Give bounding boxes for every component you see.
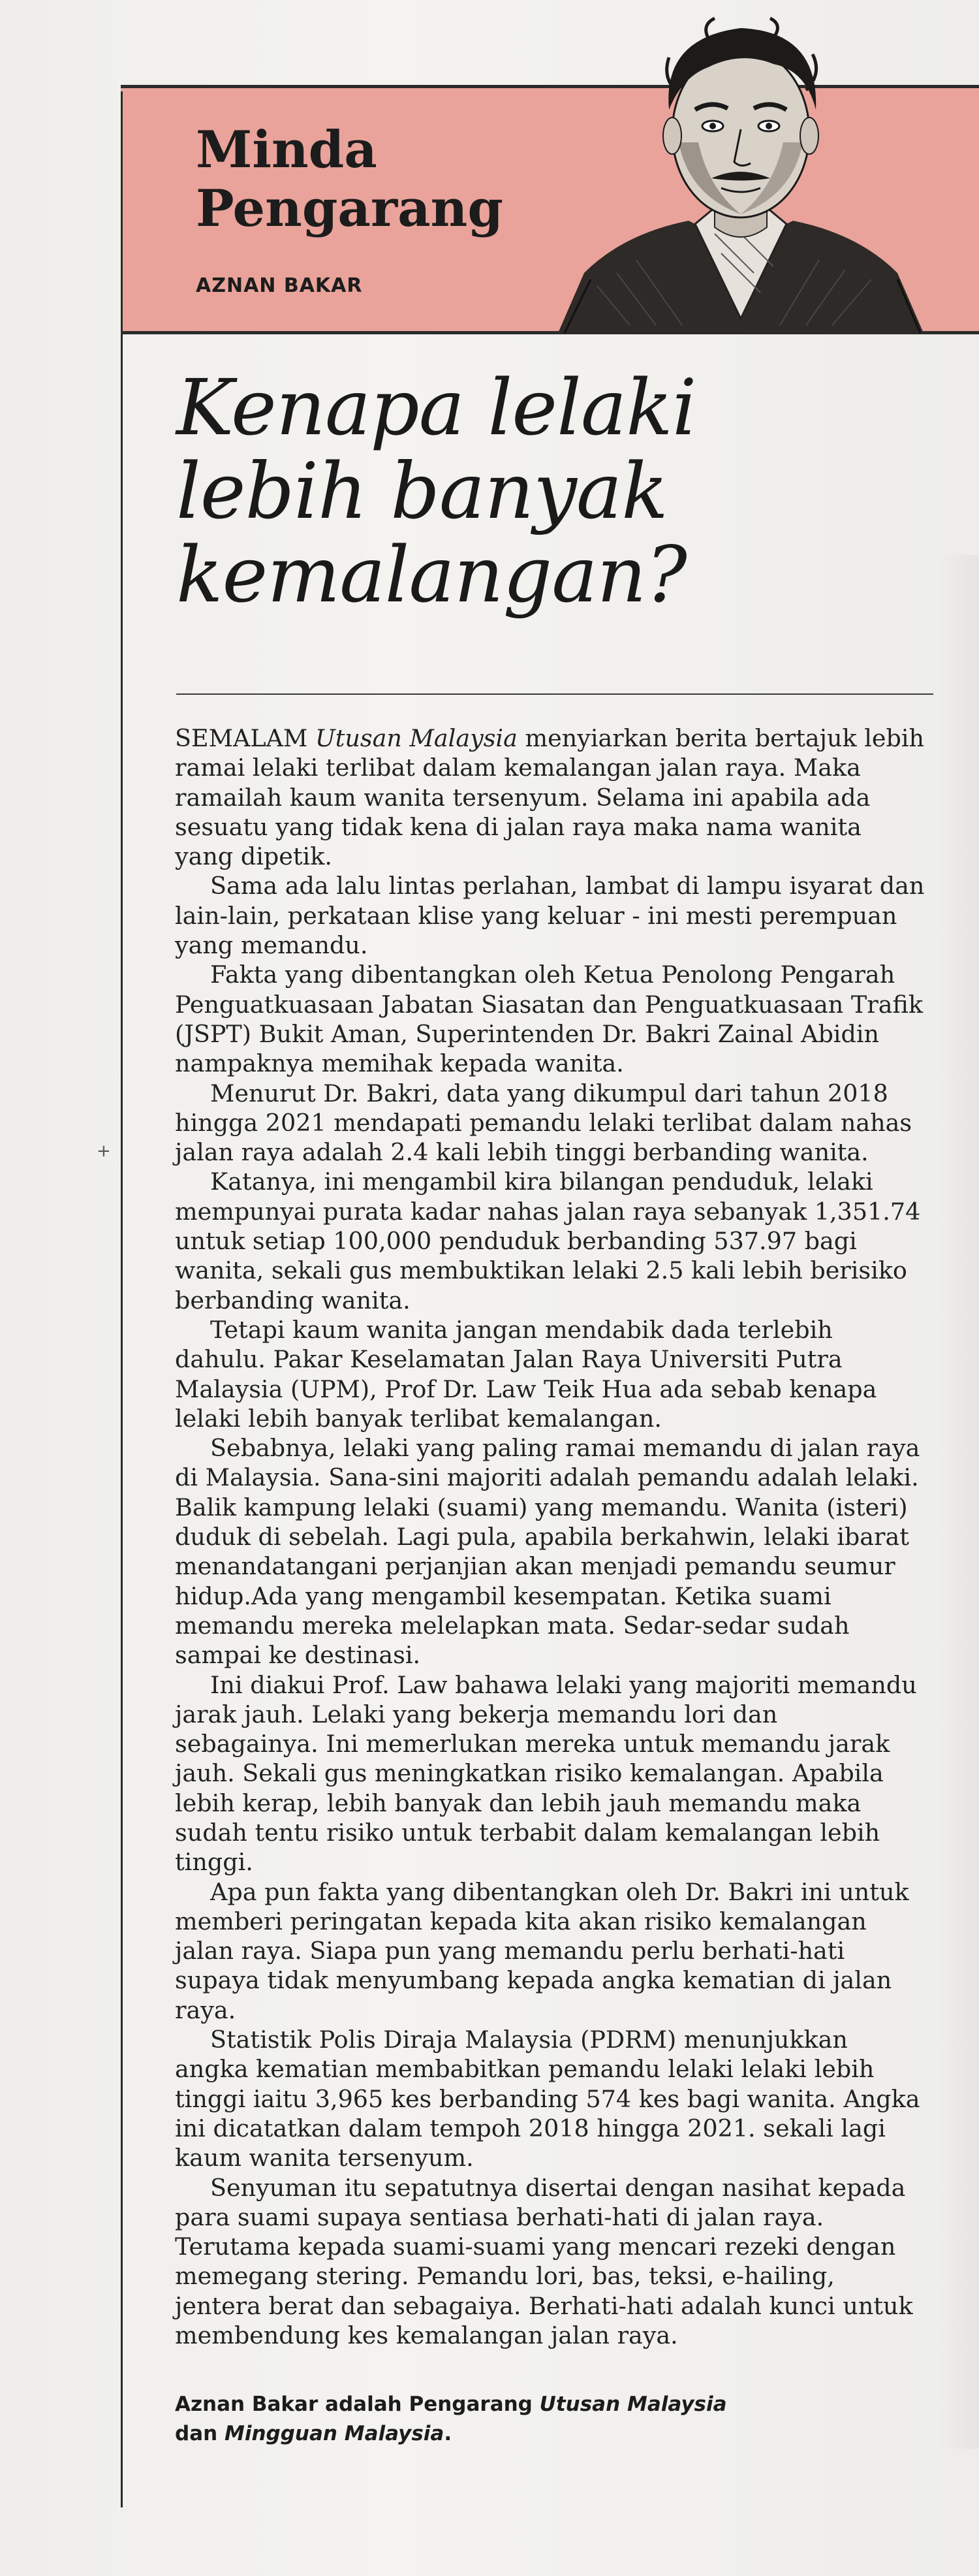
registration-mark: + <box>97 1141 111 1161</box>
page-edge-shadow <box>940 555 979 2449</box>
headline-line3: kemalangan? <box>176 530 687 620</box>
author-portrait <box>558 12 924 333</box>
footnote-middle: dan <box>175 2422 225 2445</box>
paragraph-2: Sama ada lalu lintas perlahan, lambat di lampu isyarat dan lain-lain, perkataan klise yang keluar - ini mesti perempuan yang memandu. <box>175 872 925 960</box>
paragraph-4: Menurut Dr. Bakri, data yang dikumpul dari tahun 2018 hingga 2021 mendapati pemandu lelaki terlibat dalam nahas jalan raya adalah 2.4 kali lebih tinggi berbanding wanita. <box>175 1079 912 1167</box>
paragraph-1-lead: SEMALAM <box>175 724 315 752</box>
headline-line1: Kenapa lelaki <box>176 362 696 453</box>
headline-rule <box>176 693 933 695</box>
paragraph-3: Fakta yang dibentangkan oleh Ketua Penolong Pengarah Penguatkuasaan Jabatan Siasatan dan Penguatkuasaan Trafik (JSPT) Bukit Aman, Superintenden Dr. Bakri Zainal Abidin nampaknya memihak kepada wanita. <box>175 961 923 1078</box>
paragraph-1-rest: menyiarkan berita bertajuk lebih ramai lelaki terlibat dalam kemalangan jalan raya. Maka ramailah kaum wanita tersenyum. Selama ini apabila ada sesuatu yang tidak kena di jalan raya maka nama wanita yang dipetik. <box>175 724 925 871</box>
footnote-suffix: . <box>444 2422 452 2445</box>
footnote-publication-1: Utusan Malaysia <box>539 2393 727 2416</box>
paragraph-1 <box>175 724 925 871</box>
paragraph-8: Ini diakui Prof. Law bahawa lelaki yang majoriti memandu jarak jauh. Lelaki yang bekerja memandu lori dan sebagainya. Ini memerlukan mereka untuk memandu jarak jauh. Sekali gus meningkatkan risiko kemalangan. Apabila lebih kerap, lebih banyak dan lebih jauh memandu maka sudah tentu risiko untuk terbabit dalam kemalangan lebih tinggi. <box>175 1670 917 1877</box>
article-body <box>175 724 925 2350</box>
paragraph-7: Sebabnya, lelaki yang paling ramai memandu di jalan raya di Malaysia. Sana-sini majoriti adalah pemandu adalah lelaki. Balik kampung lelaki (suami) yang memandu. Wanita (isteri) duduk di sebelah. Lagi pula, apabila berkahwin, lelaki ibarat menandatangani perjanjian akan menjadi pemandu seumur hidup.Ada yang mengambil kesempatan. Ketika suami memandu mereka melelapkan mata. Sedar-sedar sudah sampai ke destinasi. <box>175 1434 920 1670</box>
paragraph-10: Statistik Polis Diraja Malaysia (PDRM) menunjukkan angka kematian membabitkan pemandu lelaki lelaki lebih tinggi iaitu 3,965 kes berbanding 574 kes bagi wanita. Angka ini dicatatkan dalam tempoh 2018 hingga 2021. sekali lagi kaum wanita tersenyum. <box>175 2026 920 2172</box>
publication-name: Utusan Malaysia <box>315 724 518 752</box>
paragraph-5: Katanya, ini mengambil kira bilangan penduduk, lelaki mempunyai purata kadar nahas jalan raya sebanyak 1,351.74 untuk setiap 100,000 penduduk berbanding 537.97 bagi wanita, sekali gus membuktikan lelaki 2.5 kali lebih berisiko berbanding wanita. <box>175 1168 921 1314</box>
column-title-line1: Minda <box>196 120 377 180</box>
footnote-prefix: Aznan Bakar adalah Pengarang <box>175 2393 540 2416</box>
column-title-line2: Pengarang <box>196 179 503 238</box>
column-author: AZNAN BAKAR <box>196 274 363 297</box>
headline-line2: lebih banyak <box>176 446 668 536</box>
column-left-rule <box>121 91 123 2507</box>
paragraph-6: Tetapi kaum wanita jangan mendabik dada terlebih dahulu. Pakar Keselamatan Jalan Raya Universiti Putra Malaysia (UPM), Prof Dr. Law Teik Hua ada sebab kenapa lelaki lebih banyak terlibat kemalangan. <box>175 1315 877 1433</box>
paragraph-11: Senyuman itu sepatutnya disertai dengan nasihat kepada para suami supaya sentiasa berhati-hati di jalan raya. Terutama kepada suami-suami yang mencari rezeki dengan memegang stering. Pemandu lori, bas, teksi, e-hailing, jentera berat dan sebagaiya. Berhati-hati adalah kunci untuk membendung kes kemalangan jalan raya. <box>175 2173 913 2350</box>
article-headline <box>176 362 933 620</box>
paragraph-9: Apa pun fakta yang dibentangkan oleh Dr. Bakri ini untuk memberi peringatan kepada kita akan risiko kemalangan jalan raya. Siapa pun yang memandu perlu berhati-hati supaya tidak menyumbang kepada angka kematian di jalan raya. <box>175 1877 909 2024</box>
author-footnote <box>175 2390 925 2449</box>
column-title <box>196 121 561 238</box>
footnote-publication-2: Mingguan Malaysia <box>224 2422 444 2445</box>
